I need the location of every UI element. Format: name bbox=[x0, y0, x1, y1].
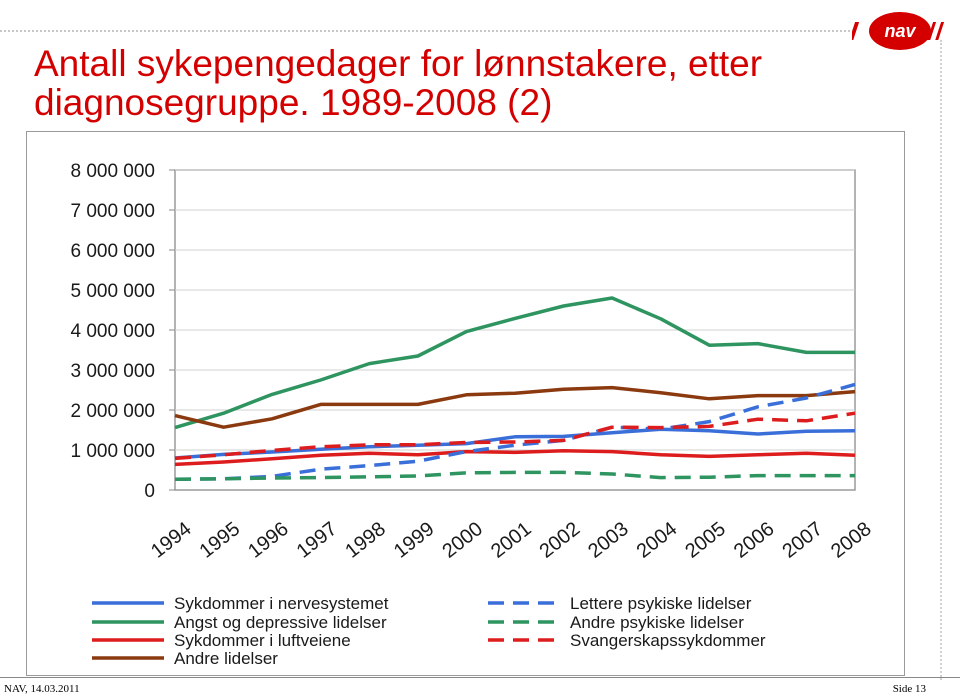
legend-label: Andre lidelser bbox=[174, 649, 278, 668]
y-tick-label: 4 000 000 bbox=[70, 321, 155, 342]
x-tick-label: 1995 bbox=[195, 517, 245, 563]
x-tick-label: 1999 bbox=[389, 517, 439, 563]
logo-text: nav bbox=[884, 21, 916, 41]
x-tick-label: 1996 bbox=[244, 517, 293, 563]
x-tick-label: 2002 bbox=[535, 517, 585, 563]
x-tick-label: 1998 bbox=[341, 517, 390, 563]
footer-page-number: Side 13 bbox=[892, 683, 926, 695]
x-tick-label: 1994 bbox=[147, 517, 196, 563]
footer-date: NAV, 14.03.2011 bbox=[4, 683, 80, 695]
y-tick-label: 3 000 000 bbox=[70, 361, 155, 382]
legend-label: Angst og depressive lidelser bbox=[174, 613, 387, 632]
slide-title: Antall sykepengedager for lønnstakere, etter diagnosegruppe. 1989-2008 (2) bbox=[34, 43, 763, 123]
y-tick-label: 8 000 000 bbox=[70, 161, 155, 182]
y-tick-label: 7 000 000 bbox=[70, 201, 155, 222]
y-tick-label: 0 bbox=[144, 481, 155, 502]
legend-label: Svangerskapssykdommer bbox=[570, 631, 766, 650]
x-tick-label: 2006 bbox=[729, 517, 779, 563]
x-tick-label: 2008 bbox=[827, 517, 876, 563]
x-tick-label: 2007 bbox=[778, 517, 828, 563]
x-tick-label: 2001 bbox=[487, 517, 536, 563]
series-line-5 bbox=[175, 384, 855, 479]
legend-label: Andre psykiske lidelser bbox=[570, 613, 744, 632]
x-tick-label: 1997 bbox=[292, 517, 342, 563]
legend-label: Lettere psykiske lidelser bbox=[570, 594, 752, 613]
x-tick-label: 2005 bbox=[681, 517, 730, 563]
x-tick-label: 2003 bbox=[584, 517, 633, 563]
y-tick-label: 5 000 000 bbox=[70, 281, 155, 302]
x-tick-label: 2000 bbox=[438, 517, 488, 563]
footer bbox=[0, 677, 960, 699]
y-tick-label: 1 000 000 bbox=[70, 441, 155, 462]
legend-label: Sykdommer i nervesystemet bbox=[174, 594, 389, 613]
y-tick-label: 6 000 000 bbox=[70, 241, 155, 262]
x-tick-label: 2004 bbox=[632, 517, 682, 563]
y-tick-label: 2 000 000 bbox=[70, 401, 155, 422]
legend-label: Sykdommer i luftveiene bbox=[174, 631, 351, 650]
